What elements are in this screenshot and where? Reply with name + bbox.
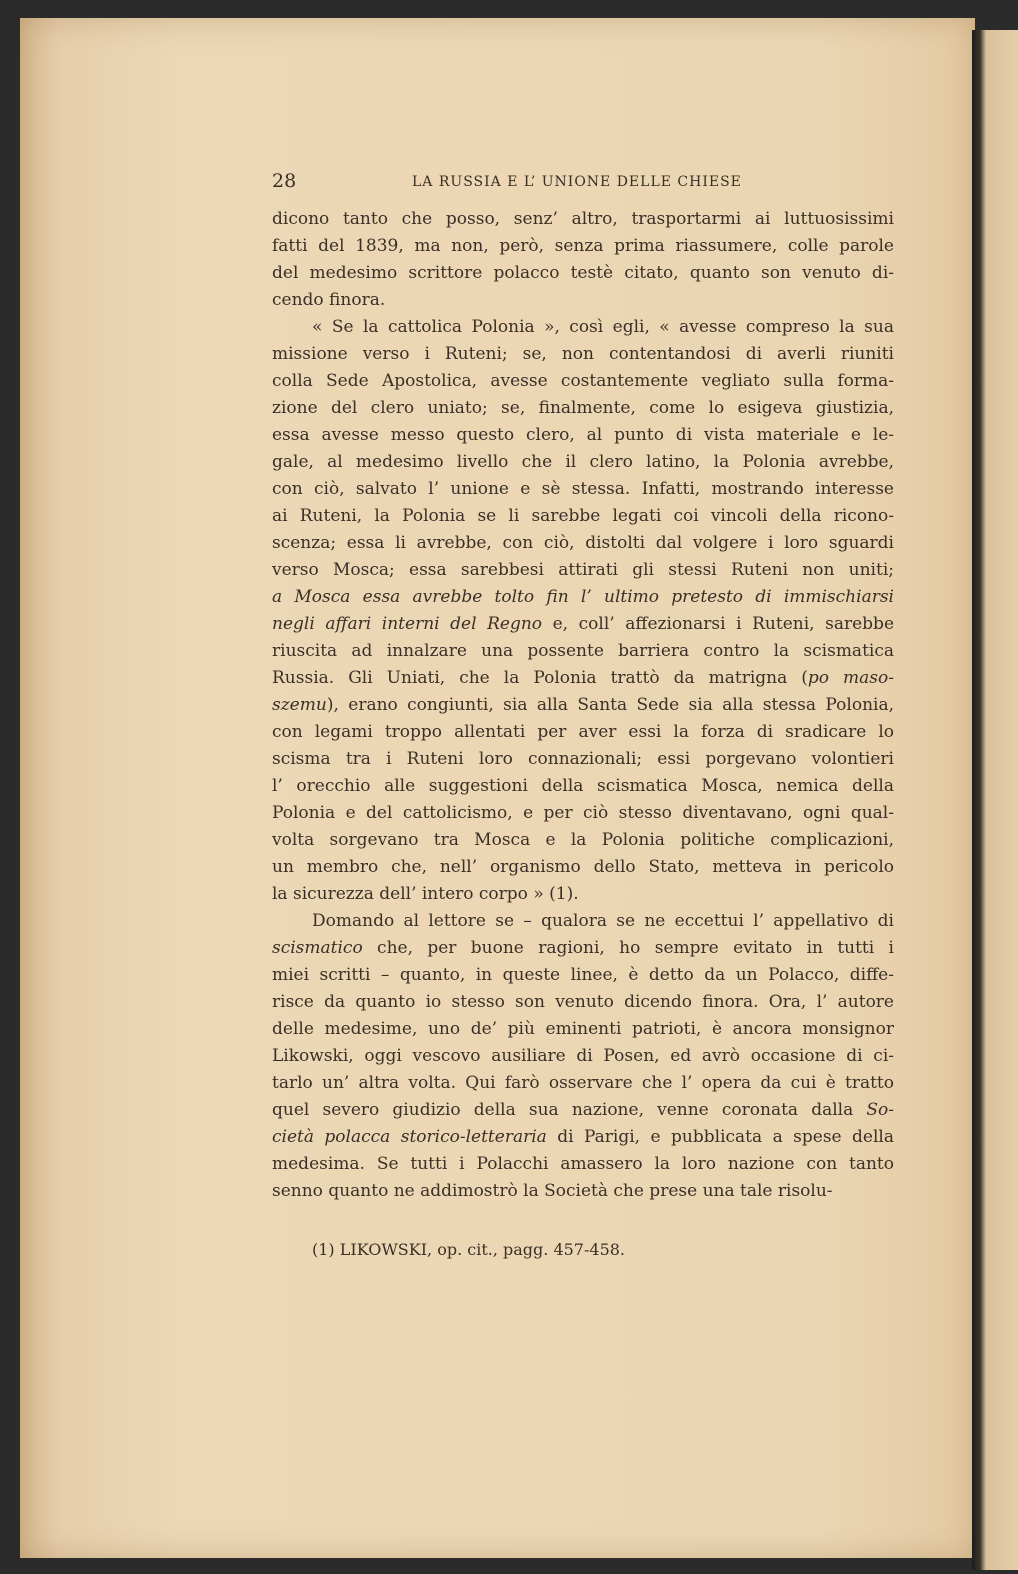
text-line: negli affari interni del Regno e, coll’ affezionarsi i Ruteni, sarebbe <box>272 614 894 634</box>
text-line: missione verso i Ruteni; se, non contentandosi di averli riuniti <box>272 344 894 364</box>
text-line: risce da quanto io stesso son venuto dicendo finora. Ora, l’ autore <box>272 992 894 1012</box>
text-line: del medesimo scrittore polacco testè citato, quanto son venuto di- <box>272 263 894 283</box>
text-line: ai Ruteni, la Polonia se li sarebbe legati coi vincoli della ricono- <box>272 506 894 526</box>
text-line: Russia. Gli Uniati, che la Polonia trattò da matrigna (po maso- <box>272 668 894 688</box>
page-number: 28 <box>272 170 297 192</box>
text-line: szemu), erano congiunti, sia alla Santa Sede sia alla stessa Polonia, <box>272 695 894 715</box>
text-line: colla Sede Apostolica, avesse costantemente vegliato sulla forma- <box>272 371 894 391</box>
text-line: verso Mosca; essa sarebbesi attirati gli stessi Ruteni non uniti; <box>272 560 894 580</box>
text-line: dicono tanto che posso, senz’ altro, trasportarmi ai luttuosissimi <box>272 209 894 229</box>
text-line: zione del clero uniato; se, finalmente, come lo esigeva giustizia, <box>272 398 894 418</box>
text-line: quel severo giudizio della sua nazione, venne coronata dalla So- <box>272 1100 894 1120</box>
text-line: riuscita ad innalzare una possente barriera contro la scismatica <box>272 641 894 661</box>
text-line: scenza; essa li avrebbe, con ciò, distolti dal volgere i loro sguardi <box>272 533 894 553</box>
text-line: scisma tra i Ruteni loro connazionali; essi porgevano volontieri <box>272 749 894 769</box>
text-line: fatti del 1839, ma non, però, senza prima riassumere, colle parole <box>272 236 894 256</box>
text-line: medesima. Se tutti i Polacchi amassero la loro nazione con tanto <box>272 1154 894 1174</box>
body-text <box>272 206 894 1205</box>
text-line: « Se la cattolica Polonia », così egli, « avesse compreso la sua <box>312 317 894 337</box>
text-line: miei scritti – quanto, in queste linee, è detto da un Polacco, diffe- <box>272 965 894 985</box>
running-title: LA RUSSIA E L’ UNIONE DELLE CHIESE <box>412 174 742 190</box>
text-line: a Mosca essa avrebbe tolto fin l’ ultimo pretesto di immischiarsi <box>272 587 894 607</box>
text-line: l’ orecchio alle suggestioni della scismatica Mosca, nemica della <box>272 776 894 796</box>
text-line: delle medesime, uno de’ più eminenti patrioti, è ancora monsignor <box>272 1019 894 1039</box>
text-line: scismatico che, per buone ragioni, ho sempre evitato in tutti i <box>272 938 894 958</box>
page-header <box>272 168 894 196</box>
text-line: senno quanto ne addimostrò la Società che prese una tale risolu- <box>272 1181 833 1201</box>
next-page-edge <box>972 30 1018 1570</box>
text-line: Likowski, oggi vescovo ausiliare di Posen, ed avrò occasione di ci- <box>272 1046 894 1066</box>
text-line: un membro che, nell’ organismo dello Stato, metteva in pericolo <box>272 857 894 877</box>
text-line: con legami troppo allentati per aver essi la forza di sradicare lo <box>272 722 894 742</box>
text-line: con ciò, salvato l’ unione e sè stessa. Infatti, mostrando interesse <box>272 479 894 499</box>
text-line: cendo finora. <box>272 290 386 310</box>
footnote: (1) LIKOWSKI, op. cit., pagg. 457-458. <box>312 1240 626 1259</box>
text-line: gale, al medesimo livello che il clero latino, la Polonia avrebbe, <box>272 452 894 472</box>
text-line: Polonia e del cattolicismo, e per ciò stesso diventavano, ogni qual- <box>272 803 894 823</box>
text-line: volta sorgevano tra Mosca e la Polonia politiche complicazioni, <box>272 830 894 850</box>
text-line: cietà polacca storico-letteraria di Parigi, e pubblicata a spese della <box>272 1127 894 1147</box>
text-line: Domando al lettore se – qualora se ne eccettui l’ appellativo di <box>312 911 894 931</box>
text-line: la sicurezza dell’ intero corpo » (1). <box>272 884 579 904</box>
text-line: essa avesse messo questo clero, al punto di vista materiale e le- <box>272 425 894 445</box>
text-line: tarlo un’ altra volta. Qui farò osservare che l’ opera da cui è tratto <box>272 1073 894 1093</box>
